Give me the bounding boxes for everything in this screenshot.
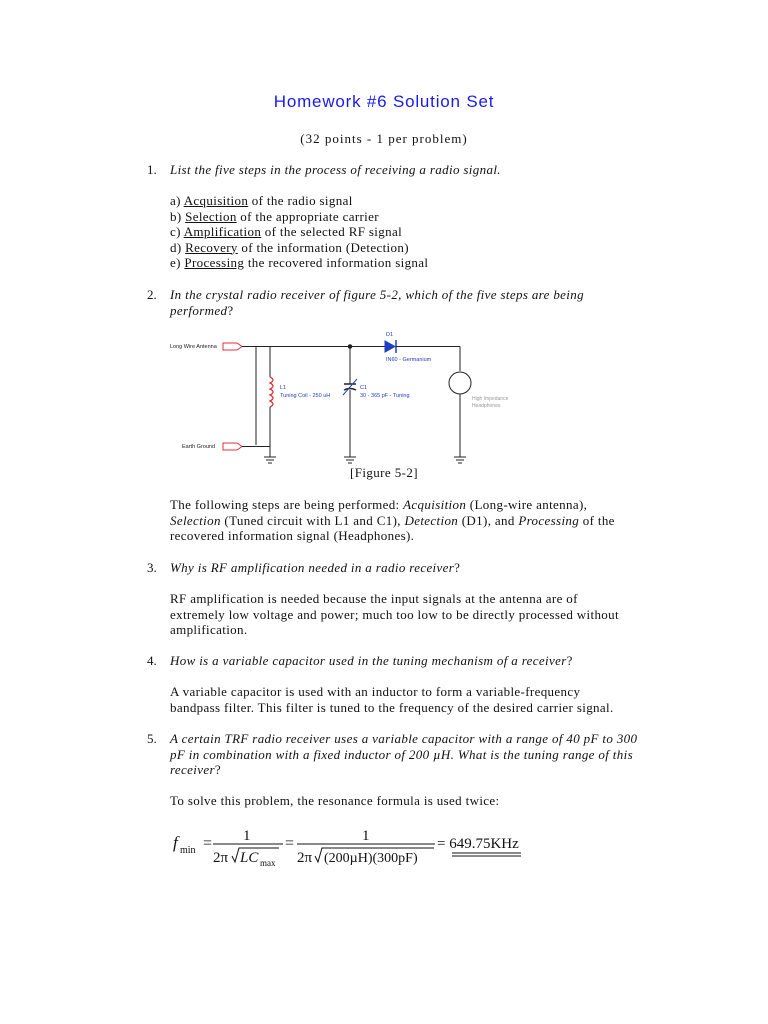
q1-answer-e: e) Processing the recovered information signal — [170, 255, 429, 270]
q1-answer-b: b) Selection of the appropriate carrier — [170, 208, 379, 224]
l1-part-label: Tuning Coil - 250 uH — [280, 393, 331, 399]
page-subtitle: (32 points - 1 per problem) — [300, 131, 468, 146]
formula-f-sub: min — [180, 845, 196, 856]
q3-answer-line1: RF amplification is needed because the input signals at the antenna are of — [170, 591, 578, 606]
headphones-label-line2: Headphones — [472, 403, 501, 409]
tuning-coil-icon — [270, 377, 273, 407]
q1-answer-a: a) Acquisition of the radio signal — [170, 193, 353, 208]
ground-terminal — [223, 443, 242, 450]
q3-answer-line3: amplification. — [170, 622, 248, 637]
q2-number: 2. — [147, 287, 157, 302]
l1-label: L1 — [280, 385, 287, 391]
q3-question: Why is RF amplification needed in a radio receiver? — [170, 560, 461, 575]
d1-label: D1 — [386, 332, 394, 338]
formula-result: = 649.75KHz — [437, 836, 519, 852]
formula-den1-sub: max — [260, 858, 276, 868]
crystal-radio-circuit-diagram — [150, 325, 550, 475]
q1-question: List the five steps in the process of receiving a radio signal. — [170, 162, 501, 177]
q4-number: 4. — [147, 653, 157, 668]
q5-question-line3: receiver? — [170, 762, 222, 777]
c1-label: C1 — [360, 385, 368, 391]
q4-answer-line1: A variable capacitor is used with an inductor to form a variable-frequency — [170, 684, 581, 699]
q4-answer-line2: bandpass filter. This filter is tuned to the frequency of the desired carrier signal. — [170, 699, 614, 715]
q5-number: 5. — [147, 731, 157, 746]
q2-question-line2: performed? — [170, 302, 234, 318]
q1-term-e: Processing — [184, 255, 245, 270]
c1-part-label: 30 - 365 pF - Tuning — [360, 393, 410, 399]
q1-answer-c: c) Amplification of the selected RF signal — [170, 224, 403, 239]
formula-den1-a: 2π — [213, 850, 229, 866]
formula-eq1: = — [203, 835, 213, 852]
formula-den2-b: (200µH)(300pF) — [324, 851, 418, 866]
q2-answer-line3: recovered information signal (Headphones). — [170, 528, 415, 543]
formula-num1: 1 — [243, 828, 251, 844]
q1-term-b: Selection — [185, 208, 237, 224]
q2-question-line1: In the crystal radio receiver of figure 5-2, which of the five steps are being — [170, 287, 584, 302]
formula-eq2: = — [285, 835, 295, 852]
q5-question-line1: A certain TRF radio receiver uses a variable capacitor with a range of 40 pF to 300 — [170, 731, 638, 746]
q3-number: 3. — [147, 560, 157, 575]
q1-number: 1. — [147, 162, 157, 177]
q5-intro: To solve this problem, the resonance formula is used twice: — [170, 793, 500, 808]
antenna-label: Long Wire Antenna — [170, 344, 217, 350]
diode-icon — [385, 341, 395, 352]
q1-term-c: Amplification — [183, 224, 262, 239]
figure-caption: [Figure 5-2] — [350, 465, 418, 480]
resonance-formula — [165, 818, 545, 878]
q3-answer-line2: extremely low voltage and power; much too low to be directly processed without — [170, 606, 619, 622]
formula-den1-b: LC — [240, 850, 259, 866]
headphones-label-line1: High Impedance — [472, 396, 509, 402]
formula-den2-a: 2π — [297, 850, 313, 866]
headphones-icon — [449, 372, 471, 394]
q4-question: How is a variable capacitor used in the tuning mechanism of a receiver? — [170, 653, 573, 668]
q5-question-line2: pF in combination with a fixed inductor of 200 µH. What is the tuning range of this — [170, 746, 633, 762]
q2-answer-line2: Selection (Tuned circuit with L1 and C1), Detection (D1), and Processing of the — [170, 512, 615, 528]
formula-num2: 1 — [362, 828, 370, 844]
q1-answer-d: d) Recovery of the information (Detection) — [170, 239, 409, 255]
q1-term-d: Recovery — [185, 239, 238, 255]
ground-label: Earth Ground — [182, 444, 216, 450]
formula-f: f — [173, 833, 178, 852]
q1-term-a: Acquisition — [183, 193, 249, 208]
page-title: Homework #6 Solution Set — [273, 92, 495, 111]
q2-answer-line1: The following steps are being performed: Acquisition (Long-wire antenna), — [170, 497, 588, 512]
d1-part-label: IN60 - Germanium — [386, 357, 432, 363]
antenna-terminal — [223, 343, 242, 350]
